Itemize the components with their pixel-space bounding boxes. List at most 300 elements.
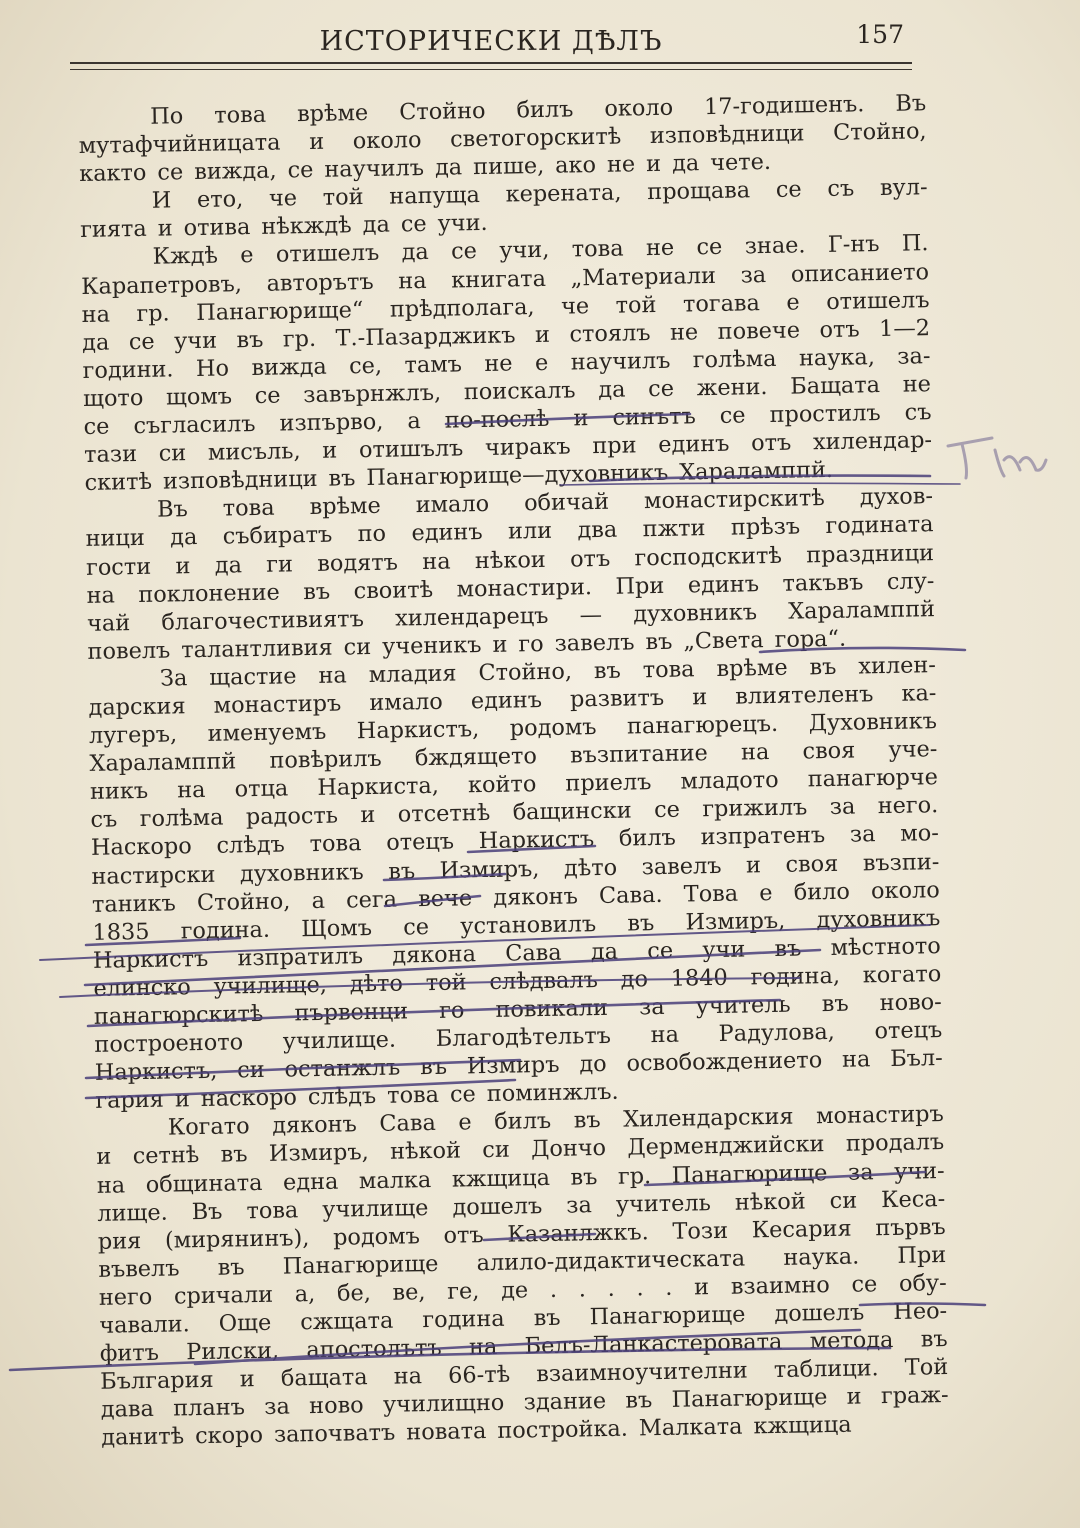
word: за bbox=[829, 793, 856, 821]
word: изпърво, bbox=[279, 408, 384, 437]
word: хилен- bbox=[858, 651, 937, 680]
word: взаимно bbox=[730, 1271, 830, 1300]
word: Сава bbox=[504, 939, 562, 967]
word: уче- bbox=[888, 736, 938, 764]
word: . bbox=[549, 1276, 558, 1303]
word: въ bbox=[236, 326, 264, 354]
word: въ bbox=[220, 1141, 248, 1169]
word: данитѣ bbox=[101, 1423, 185, 1452]
word: де bbox=[500, 1277, 529, 1304]
word: това bbox=[642, 656, 695, 684]
word: гора“. bbox=[774, 625, 847, 653]
word: господскитѣ bbox=[634, 542, 783, 571]
word: скоро bbox=[194, 1422, 264, 1450]
word: гията bbox=[79, 216, 147, 244]
word: въ bbox=[920, 1326, 948, 1353]
word: по bbox=[357, 521, 387, 548]
word: поклонение bbox=[138, 579, 280, 608]
word: 66-тѣ bbox=[447, 1361, 511, 1389]
word: на bbox=[740, 739, 770, 766]
word: останжлъ bbox=[284, 1054, 401, 1083]
word: вече bbox=[417, 884, 473, 912]
word: праздници bbox=[805, 539, 935, 568]
word: щомъ bbox=[165, 383, 233, 411]
word: книгата bbox=[451, 265, 547, 294]
word: се bbox=[775, 176, 802, 204]
word: бждящето bbox=[414, 743, 538, 772]
word: единъ bbox=[687, 570, 760, 599]
word: научилъ bbox=[570, 347, 671, 376]
word: години. bbox=[82, 356, 174, 384]
word: тогава bbox=[682, 289, 761, 318]
word: гр. bbox=[136, 300, 170, 327]
word: взаимноучителни bbox=[536, 1357, 748, 1388]
word: се bbox=[647, 375, 675, 403]
word: било bbox=[793, 878, 851, 906]
word: прѣзъ bbox=[730, 513, 801, 542]
word: на bbox=[650, 1021, 680, 1049]
word: 1835 bbox=[92, 918, 150, 946]
word: за bbox=[849, 821, 876, 849]
word: кжщица bbox=[753, 1412, 852, 1440]
word: влиятеленъ bbox=[734, 681, 874, 710]
word: простилъ bbox=[769, 400, 881, 429]
word: ново- bbox=[879, 989, 942, 1017]
word: прѣдполага, bbox=[389, 293, 535, 323]
word: Наскоро bbox=[90, 833, 192, 862]
word: Въ bbox=[895, 90, 927, 117]
word: билъ bbox=[516, 96, 574, 124]
word: а, bbox=[294, 1280, 316, 1308]
word: се bbox=[402, 913, 430, 941]
word: монастирскитѣ bbox=[643, 485, 825, 515]
word: поискалъ bbox=[463, 377, 576, 406]
word: по-послѣ bbox=[444, 405, 550, 434]
word: новата bbox=[406, 1418, 487, 1446]
word: и bbox=[645, 151, 662, 178]
word: на bbox=[318, 662, 348, 689]
word: да bbox=[598, 376, 626, 403]
word: да bbox=[81, 329, 110, 356]
word: щастие bbox=[209, 663, 297, 691]
word: нѣкой bbox=[389, 1137, 462, 1166]
word: не bbox=[669, 318, 699, 346]
word: описанието bbox=[790, 258, 930, 288]
word: пжти bbox=[642, 515, 706, 543]
word: духовникъ bbox=[239, 858, 364, 887]
word: се bbox=[287, 157, 314, 184]
word: до bbox=[579, 1051, 607, 1078]
word: наскоро bbox=[200, 1084, 298, 1113]
word: да bbox=[434, 154, 463, 181]
word: и bbox=[691, 684, 708, 711]
word: монастиръ bbox=[815, 1101, 944, 1130]
word: е bbox=[240, 242, 254, 269]
word: завелъ bbox=[554, 629, 635, 657]
word: съ bbox=[827, 175, 855, 203]
word: го bbox=[438, 997, 465, 1024]
word: панагюрецъ. bbox=[626, 710, 779, 740]
word: и bbox=[846, 1383, 862, 1411]
word: изпратилъ bbox=[237, 942, 364, 972]
word: отъ bbox=[569, 545, 611, 572]
word: за bbox=[638, 993, 665, 1021]
word: построеното bbox=[94, 1029, 244, 1058]
word: въ bbox=[573, 1107, 601, 1134]
word: Това bbox=[683, 880, 739, 908]
word: той bbox=[425, 969, 467, 996]
word: въ bbox=[419, 1053, 448, 1081]
word: . bbox=[636, 1275, 644, 1302]
word: той bbox=[615, 291, 657, 319]
word: развитъ bbox=[569, 684, 665, 713]
word: отишълъ bbox=[358, 435, 464, 464]
word: и bbox=[174, 1086, 191, 1113]
word: който bbox=[467, 771, 537, 799]
word: жени. bbox=[696, 373, 768, 402]
word: се bbox=[449, 1081, 477, 1108]
word: се bbox=[851, 1271, 878, 1298]
word: чавали. bbox=[99, 1311, 190, 1339]
word: единъ bbox=[658, 430, 730, 459]
word: когато bbox=[862, 960, 942, 989]
word: отца bbox=[234, 775, 289, 803]
word: грижилъ bbox=[702, 794, 808, 823]
word: въ bbox=[821, 990, 849, 1018]
word: да bbox=[401, 239, 429, 266]
word: Когато bbox=[167, 1113, 250, 1141]
word: мутафчийницата bbox=[78, 129, 281, 160]
word: При bbox=[615, 572, 665, 600]
word: своя bbox=[785, 850, 839, 878]
word: дошелъ bbox=[774, 1299, 865, 1328]
word: и bbox=[157, 215, 173, 243]
word: имало bbox=[415, 491, 490, 519]
word: дякона bbox=[392, 940, 477, 969]
word: Щомъ bbox=[301, 914, 373, 942]
word: настирски bbox=[91, 861, 216, 890]
word: и bbox=[693, 1274, 710, 1301]
word: изповѣдници bbox=[162, 466, 318, 495]
word: си bbox=[829, 1187, 858, 1214]
word: кжщица bbox=[451, 1164, 551, 1193]
word: въвелъ bbox=[98, 1255, 180, 1283]
word: продалъ bbox=[845, 1129, 945, 1158]
word: . bbox=[607, 1275, 615, 1302]
word: врѣме bbox=[296, 99, 369, 128]
word: гости bbox=[85, 553, 152, 581]
word: хилендарецъ bbox=[394, 602, 549, 632]
word: мѣстното bbox=[830, 932, 941, 961]
word: на bbox=[422, 548, 451, 575]
word: напуща bbox=[389, 182, 481, 210]
word: Измиръ, bbox=[268, 1139, 369, 1168]
word: чай bbox=[86, 609, 131, 637]
word: или bbox=[507, 518, 553, 545]
word: своитѣ bbox=[353, 576, 434, 604]
word: По bbox=[150, 103, 184, 130]
word: отива bbox=[183, 214, 251, 242]
word: таникъ bbox=[91, 890, 177, 918]
word: се bbox=[83, 413, 110, 440]
word: около bbox=[870, 876, 940, 904]
word: скитѣ bbox=[84, 468, 153, 497]
word: панагюрскитѣ bbox=[93, 1000, 264, 1030]
word: хилендар- bbox=[812, 427, 933, 456]
word: „Материали bbox=[570, 262, 717, 291]
word: учитель bbox=[615, 1189, 712, 1218]
word: билъ bbox=[618, 825, 677, 853]
word: И bbox=[151, 187, 172, 215]
word: Бъл- bbox=[889, 1045, 943, 1073]
word: дѣто bbox=[349, 970, 404, 998]
word: отъ bbox=[750, 429, 792, 457]
word: него bbox=[98, 1283, 153, 1311]
word: сега bbox=[345, 886, 398, 914]
word: Бащата bbox=[790, 371, 881, 400]
word: въ bbox=[809, 653, 837, 681]
word: дошелъ bbox=[452, 1192, 543, 1221]
word: Нео- bbox=[893, 1298, 948, 1325]
word: че bbox=[268, 185, 298, 212]
word: повикали bbox=[495, 994, 609, 1023]
word: училищно bbox=[382, 1390, 505, 1419]
word: Г-нъ bbox=[827, 231, 880, 259]
word: мо- bbox=[900, 820, 939, 848]
word: авторътъ bbox=[266, 268, 374, 297]
word: слѣдъ bbox=[216, 831, 286, 860]
word: единъ bbox=[470, 686, 543, 715]
word: . bbox=[578, 1276, 587, 1303]
word: именуемъ bbox=[207, 718, 327, 747]
word: на bbox=[81, 301, 111, 328]
word: завелъ bbox=[641, 852, 722, 880]
word: вул- bbox=[879, 174, 928, 202]
word: общината bbox=[145, 1169, 263, 1198]
word: за- bbox=[897, 343, 931, 370]
word: (мирянинъ), bbox=[164, 1224, 310, 1254]
word: П. bbox=[901, 230, 929, 258]
word: учи. bbox=[437, 210, 488, 238]
word: това bbox=[386, 1082, 440, 1110]
word: а bbox=[311, 887, 326, 914]
word: благочестивиятъ bbox=[161, 605, 365, 636]
word: Измиръ, bbox=[439, 855, 540, 884]
word: Панагюрище bbox=[282, 1250, 439, 1280]
word: училище, bbox=[213, 971, 328, 1000]
word: Този bbox=[672, 1217, 729, 1245]
word: родомъ bbox=[509, 714, 597, 742]
word: установилъ bbox=[460, 910, 597, 940]
word: учи- bbox=[893, 1157, 945, 1185]
word: за bbox=[264, 1393, 291, 1421]
word: изповѣдници bbox=[649, 120, 805, 150]
word: и bbox=[96, 1144, 112, 1171]
word: си bbox=[482, 1137, 510, 1164]
word: Рилски, bbox=[186, 1337, 280, 1366]
word: ученикъ bbox=[381, 631, 482, 660]
word: младото bbox=[680, 767, 779, 795]
word: приелъ bbox=[565, 769, 652, 797]
word: и bbox=[534, 321, 551, 348]
word: обу- bbox=[898, 1269, 947, 1297]
word: въ bbox=[593, 657, 621, 684]
word: панагюрче bbox=[807, 764, 939, 793]
word: вижда, bbox=[193, 157, 277, 186]
word: Панагюрище“ bbox=[195, 296, 364, 326]
word: около bbox=[604, 94, 674, 122]
word: При bbox=[897, 1241, 947, 1269]
word: съгласилъ bbox=[133, 410, 256, 440]
word: той bbox=[322, 184, 364, 212]
word: и bbox=[492, 631, 508, 658]
word: пише, bbox=[472, 153, 545, 181]
word: планъ bbox=[173, 1394, 246, 1422]
word: въ bbox=[645, 628, 673, 655]
word: здание bbox=[523, 1388, 607, 1416]
word: ето, bbox=[196, 186, 244, 214]
word: „Света bbox=[683, 626, 764, 655]
word: на bbox=[393, 1363, 423, 1390]
word: него. bbox=[877, 792, 939, 820]
word: въ bbox=[533, 1304, 561, 1332]
word: е bbox=[786, 289, 800, 316]
word: Дончо bbox=[530, 1135, 607, 1163]
body-text bbox=[78, 89, 949, 1452]
word: година. bbox=[180, 916, 271, 945]
word: завърнжлъ, bbox=[303, 379, 442, 409]
word: Казанлжкъ. bbox=[507, 1218, 649, 1248]
word: . bbox=[665, 1274, 673, 1301]
word: ници bbox=[85, 525, 145, 553]
word: Белъ-Ланкастеровата bbox=[524, 1329, 783, 1360]
page-number: 157 bbox=[856, 20, 904, 49]
word: на bbox=[177, 777, 206, 804]
word: 17-годишенъ. bbox=[703, 91, 865, 121]
margin-scribble bbox=[962, 444, 967, 478]
word: въ bbox=[625, 1387, 653, 1414]
word: една bbox=[282, 1168, 339, 1196]
section-title: ИСТОРИЧЕСКИ ДѢЛЪ bbox=[319, 26, 663, 57]
word: фитъ bbox=[99, 1339, 160, 1367]
word: билъ bbox=[494, 1108, 552, 1136]
word: не bbox=[484, 350, 513, 377]
word: въ bbox=[328, 465, 356, 492]
word: отишелъ bbox=[825, 286, 930, 315]
word: Малката bbox=[638, 1414, 743, 1442]
word: радость bbox=[245, 802, 339, 831]
word: училище bbox=[322, 1194, 429, 1223]
word: годината bbox=[825, 511, 934, 540]
word: Наркистъ, bbox=[356, 716, 480, 745]
word: рия bbox=[97, 1227, 142, 1255]
word: ге, bbox=[447, 1278, 480, 1305]
word: Още bbox=[218, 1309, 272, 1337]
word: събиратъ bbox=[222, 522, 333, 550]
word: тамъ bbox=[404, 351, 463, 379]
word: наука. bbox=[783, 1243, 860, 1271]
word: Т.-Пазарджикъ bbox=[335, 322, 516, 352]
word: първъ bbox=[875, 1213, 946, 1242]
word: слѣдъ bbox=[307, 1083, 377, 1111]
word: въ bbox=[387, 857, 416, 885]
header-rule-thin bbox=[70, 69, 912, 70]
word: талантливия bbox=[181, 634, 333, 664]
word: го bbox=[518, 630, 544, 658]
word: се bbox=[400, 211, 427, 238]
word: лище. bbox=[97, 1199, 168, 1227]
word: дѣто bbox=[563, 854, 618, 882]
word: както bbox=[78, 160, 147, 188]
word: монастиръ bbox=[213, 690, 342, 719]
word: повѣрилъ bbox=[269, 745, 382, 774]
word: се bbox=[450, 238, 478, 265]
word: бе, bbox=[336, 1280, 372, 1307]
word: Хараламппй bbox=[89, 748, 237, 778]
word: дарския bbox=[88, 693, 186, 721]
word: около bbox=[352, 127, 422, 155]
word: алило-дидактическата bbox=[476, 1245, 746, 1277]
word: керената, bbox=[505, 179, 622, 208]
word: отъ bbox=[819, 316, 860, 343]
word: духовникъ bbox=[816, 904, 941, 933]
word: въ bbox=[627, 909, 655, 937]
word: голѣма bbox=[692, 345, 777, 374]
word: елинско bbox=[93, 974, 191, 1002]
word: Стойно bbox=[398, 97, 486, 126]
word: Наркистъ bbox=[92, 945, 209, 974]
word: че bbox=[560, 292, 590, 320]
word: година bbox=[422, 1305, 505, 1334]
word: Хараламппй. bbox=[678, 457, 834, 486]
word: възпи- bbox=[862, 848, 940, 876]
margin-scribble bbox=[948, 438, 992, 446]
word: отецъ bbox=[386, 828, 455, 857]
word: на bbox=[398, 267, 427, 294]
word: Наркиста, bbox=[317, 773, 440, 802]
word: гр. bbox=[617, 1162, 652, 1190]
word: апостолътъ bbox=[306, 1334, 442, 1364]
word: ново bbox=[308, 1392, 364, 1420]
word: се bbox=[647, 937, 674, 965]
word: научилъ bbox=[324, 155, 425, 183]
word: бащата bbox=[280, 1364, 368, 1392]
word: чиракъ bbox=[484, 433, 571, 462]
word: отецъ bbox=[874, 1017, 943, 1045]
word: това bbox=[222, 494, 275, 522]
word: светогорскитѣ bbox=[449, 123, 622, 153]
word: дяконъ bbox=[493, 883, 579, 911]
word: слу- bbox=[886, 567, 935, 595]
word: гр. bbox=[282, 325, 317, 353]
word: Панагюрище bbox=[671, 1159, 828, 1189]
word: ако bbox=[554, 152, 597, 179]
word: единъ bbox=[411, 519, 483, 547]
word: съ bbox=[90, 806, 118, 834]
word: метода bbox=[809, 1327, 894, 1355]
word: не bbox=[902, 371, 932, 398]
word: два bbox=[577, 517, 618, 544]
word: постройка. bbox=[497, 1416, 629, 1445]
word: е bbox=[759, 879, 773, 906]
word: и bbox=[175, 552, 191, 579]
word: Измиръ, bbox=[685, 907, 786, 936]
word: се bbox=[157, 159, 184, 186]
word: монастири. bbox=[456, 573, 593, 603]
word: Кждѣ bbox=[152, 243, 219, 271]
word: Стойно, bbox=[196, 888, 291, 916]
word: Хараламппй bbox=[788, 595, 936, 625]
